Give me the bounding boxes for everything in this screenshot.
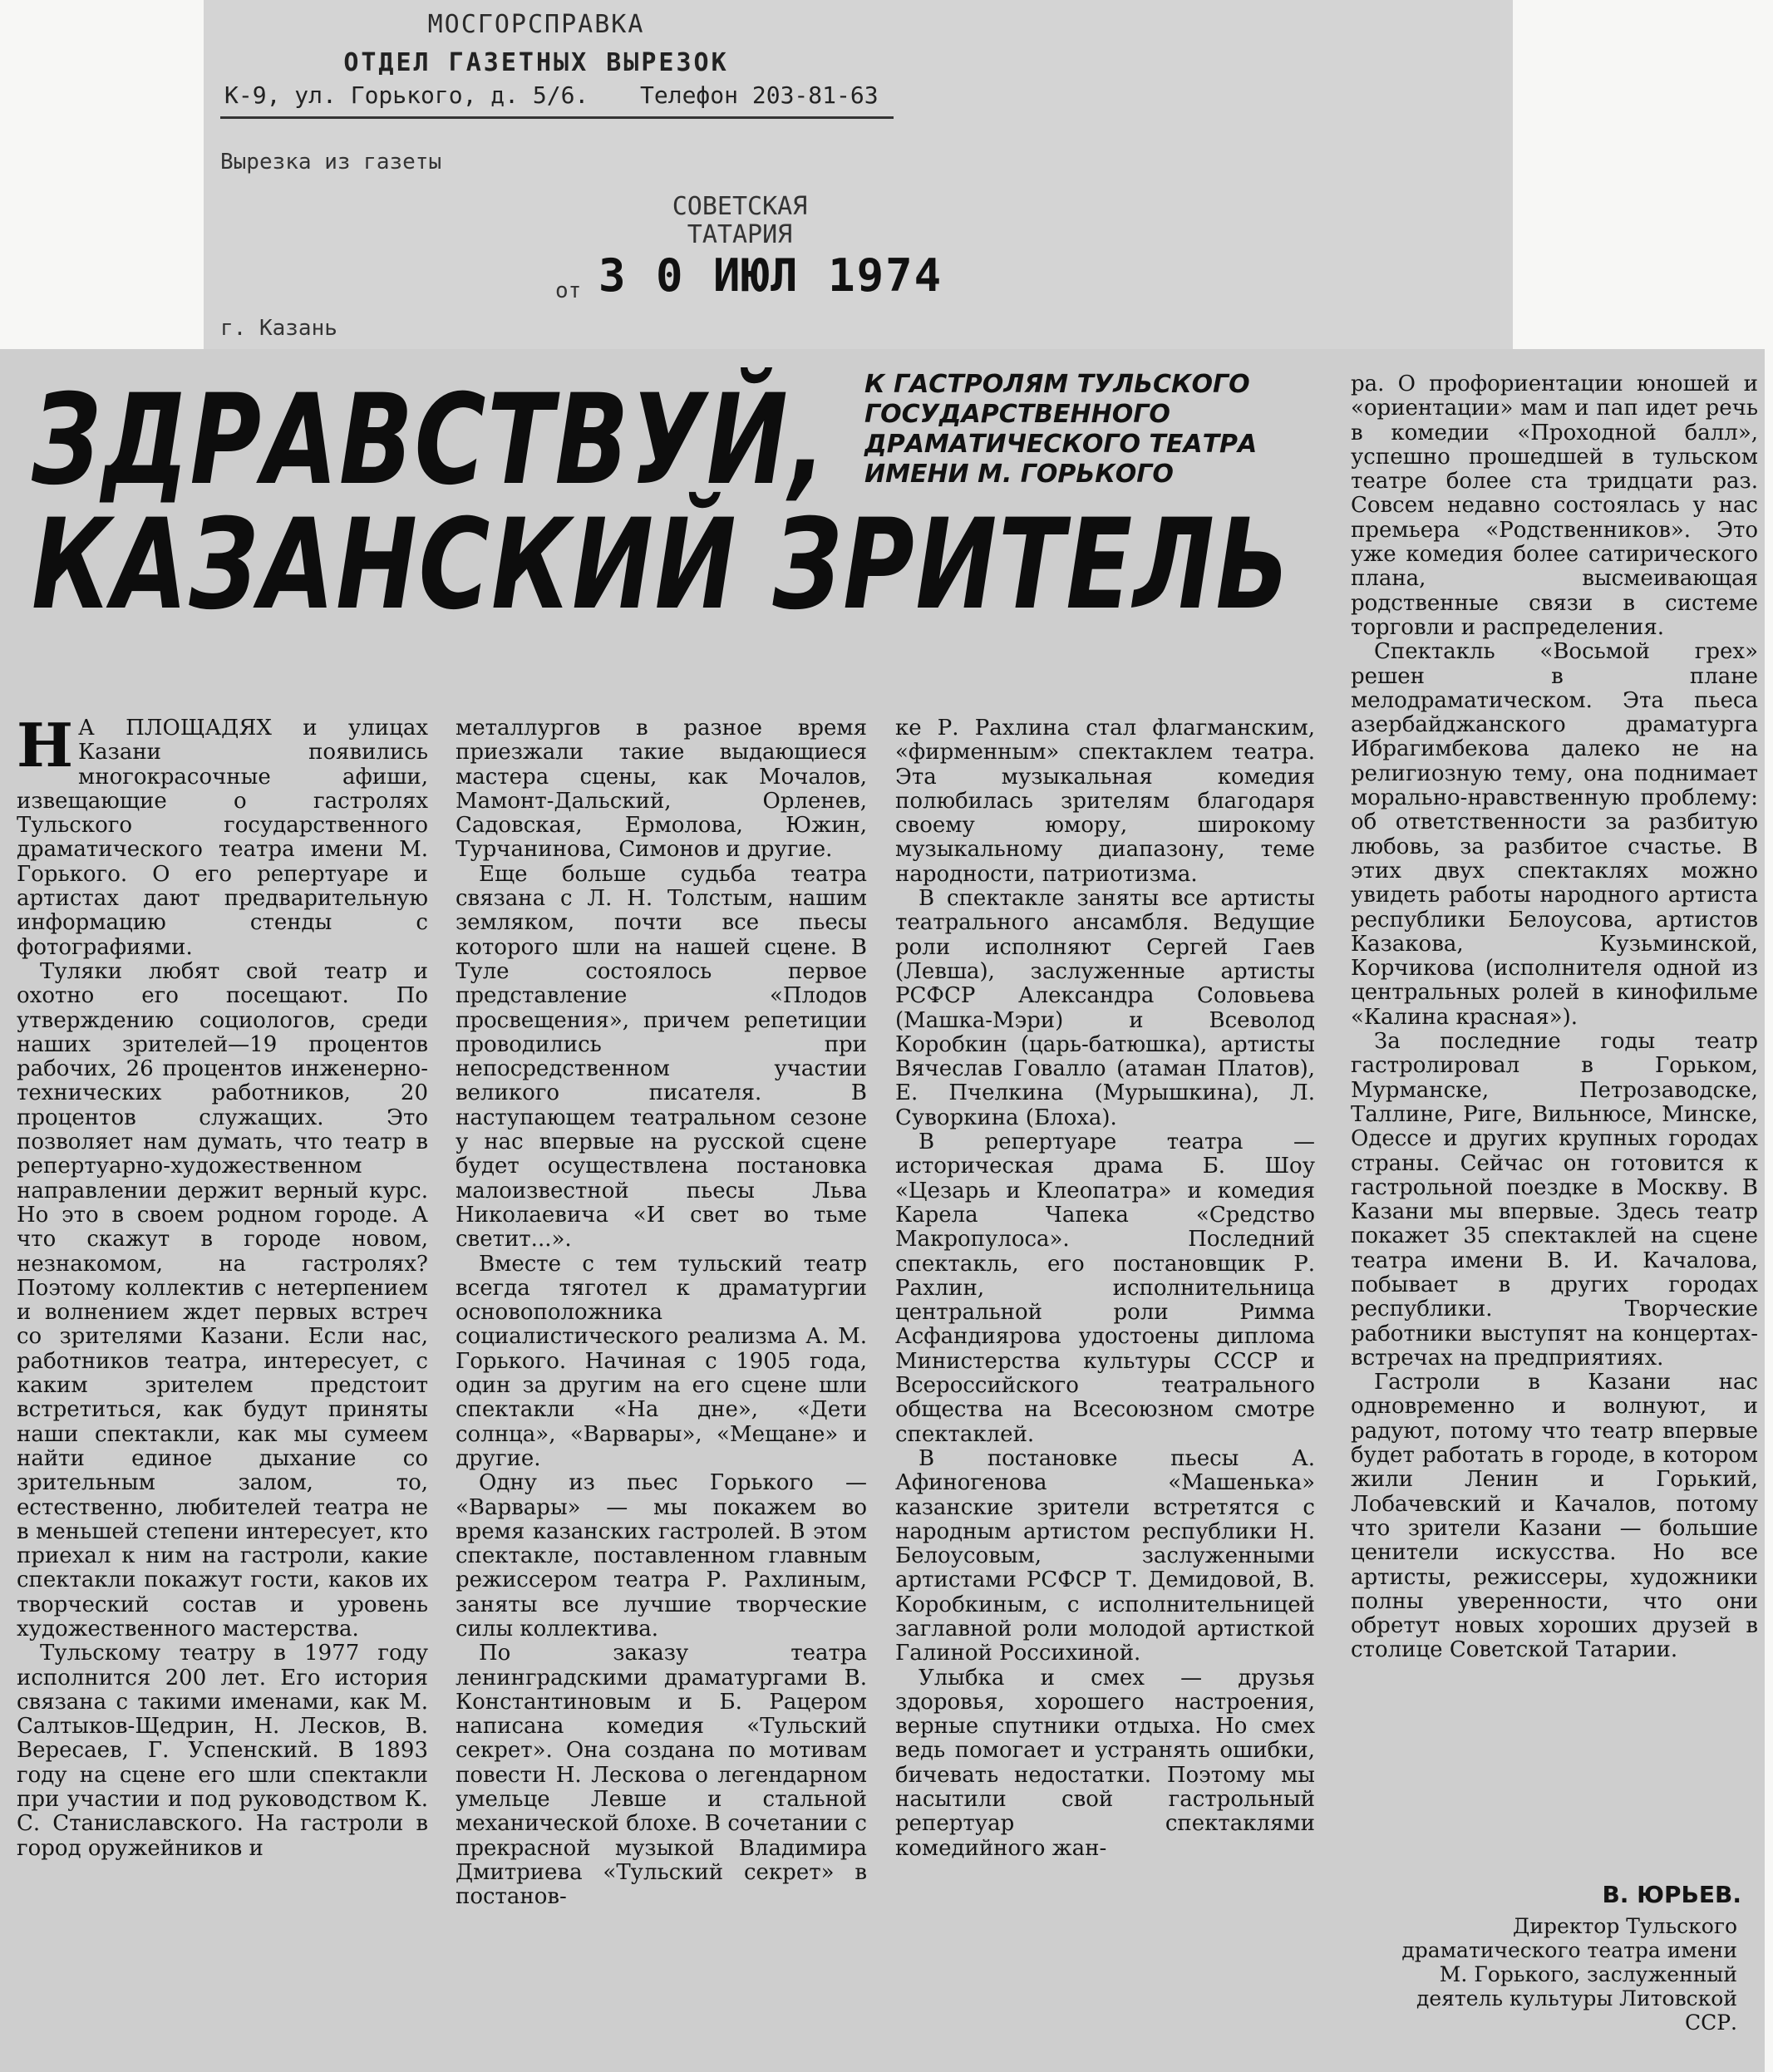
stamp-date-prefix: от — [555, 278, 582, 303]
stamp-newspaper-name — [582, 193, 898, 249]
paragraph: Улыбка и смех — друзья здоровья, хорошего настроения, верные спутники отдыха. Но смех ведь помогает и устранять ошибки, бичевать недостатки. Поэтому мы насытили свой гастрольный репертуар спектаклями комедийного жан- — [895, 1665, 1315, 1861]
headline-line-1: ЗДРАВСТВУЙ, — [32, 368, 828, 513]
stamp-agency: МОСГОРСПРАВКА — [427, 10, 645, 39]
stamp-clip-from: Вырезка из газеты — [220, 150, 442, 175]
paragraph: Гастроли в Казани нас одновременно и волнуют, и радуют, потому что театр впервые будет работать в городе, в котором жили Ленин и Горький, Лобачевский и Качалов, потому что зрители Казани — большие ценители искусства. Но все артисты, режиссеры, художники полны уверенности, что они обретут новых хороших друзей в столице Советской Татарии. — [1351, 1370, 1758, 1663]
paragraph: По заказу театра ленинградскими драматургами В. Константиновым и Б. Рацером написана комедия «Тульский секрет». Она создана по мотивам повести Н. Лескова о легендарном умельце Левше и стальной механической блохе. В сочетании с прекрасной музыкой Владимира Дмитриева «Тульский секрет» в постанов- — [456, 1641, 867, 1910]
paragraph: Туляки любят свой театр и охотно его посещают. По утверждению социологов, среди наших зрителей—19 процентов рабочих, 26 процентов инженерно-технических работников, 20 процентов служащих. Это позволяет нам думать, что театр в репертуарно-художественном направлении держит верный курс. Но это в своем родном городе. А что скажут в городе новом, незнакомом, на гастролях? Поэтому коллектив с нетерпением и волнением ждет первых встреч со зрителями Казани. Если нас, работников театра, интересует, с каким зрителем предстоит встретиться, как будут приняты наши спектакли, как мы сумеем найти единое дыхание со зрительным залом, то, естественно, любителей театра не в меньшей степени интересует, кто приехал к ним на гастроли, какие спектакли покажут гости, каков их творческий состав и уровень художественного мастерства. — [17, 958, 428, 1641]
paragraph: металлургов в разное время приезжали такие выдающиеся мастера сцены, как Мочалов, Мамонт-Дальский, Орленев, Садовская, Ермолова, Южин, Турчанинова, Симонов и другие. — [456, 716, 867, 863]
article-column-2 — [456, 716, 867, 1910]
subheading-line-4: ИМЕНИ М. ГОРЬКОГО — [864, 460, 1174, 489]
paragraph — [17, 710, 428, 960]
paragraph: Тульскому театру в 1977 году исполнится 200 лет. Его история связана с такими именами, как М. Салтыков-Щедрин, Н. Лесков, В. Вересаев, Г. Успенский. В 1893 году на сцене его шли спектакли при участии и под руководством К. С. Станиславского. На гастроли в город оружейников и — [17, 1641, 428, 1861]
paragraph: Вместе с тем тульский театр всегда тяготел к драматургии основоположника социалистического реализма А. М. Горького. Начиная с 1905 года, один за другим на его сцене шли спектакли «На дне», «Дети солнца», «Варвары», «Мещане» и другие. — [456, 1251, 867, 1471]
author-signature: В. ЮРЬЕВ. — [1602, 1881, 1741, 1908]
paragraph-text: А ПЛОЩАДЯХ и улицах Казани появились многокрасочные афиши, извещающие о гастролях Тульского государственного драматического театра имени М. Горького. О его репертуаре и артистах дают предварительную информацию стенды с фотографиями. — [17, 716, 428, 960]
stamp-divider — [220, 116, 894, 119]
stamp-phone: Телефон 203-81-63 — [640, 81, 879, 109]
subheading-line-3: ДРАМАТИЧЕСКОГО ТЕАТРА — [864, 430, 1258, 459]
newspaper-line-2: ТАТАРИЯ — [687, 220, 793, 249]
paragraph: ке Р. Рахлина стал флагманским, «фирменным» спектаклем театра. Эта музыкальная комедия полюбилась зрителям благодаря своему юмору, широкому музыкальному диапазону, теме народности, патриотизма. — [895, 716, 1315, 887]
stamp-date: 3 0 ИЮЛ 1974 — [598, 249, 943, 302]
article-column-3 — [895, 716, 1315, 1861]
drop-cap: Н — [17, 710, 74, 780]
stamp-address: К-9, ул. Горького, д. 5/6. — [224, 81, 589, 109]
article-column-4 — [1351, 372, 1758, 1663]
article-subheading — [864, 370, 1257, 490]
subheading-line-2: ГОСУДАРСТВЕННОГО — [864, 400, 1170, 429]
paragraph: Спектакль «Восьмой грех» решен в плане мелодраматическом. Эта пьеса азербайджанского драматурга Ибрагимбекова далеко не на религиозную тему, она поднимает морально-нравственную проблему: об ответственности за разбитую любовь, за разбитое счастье. В этих двух спектаклях можно увидеть работы народного артиста республики Белоусова, артистов Казакова, Кузьминской, Корчикова (исполнителя одной из центральных ролей в кинофильме «Калина красная»). — [1351, 639, 1758, 1030]
subheading-line-1: К ГАСТРОЛЯМ ТУЛЬСКОГО — [864, 370, 1250, 399]
author-role: Директор Тульского драматического театра имени М. Горького, заслуженный деятель культуры Литовской ССР. — [1401, 1914, 1737, 2035]
stamp-city: г. Казань — [220, 316, 337, 341]
paragraph: В репертуаре театра — историческая драма Б. Шоу «Цезарь и Клеопатра» и комедия Карела Чапека «Средство Макропулоса». Последний спектакль, его постановщик Р. Рахлин, исполнительница центральной роли Римма Асфандиярова удостоены диплома Министерства культуры СССР и Всероссийского театрального общества на Всесоюзном смотре спектаклей. — [895, 1130, 1315, 1447]
article-column-1 — [17, 710, 428, 1861]
paragraph: Одну из пьес Горького — «Варвары» — мы покажем во время казанских гастролей. В этом спектакле, поставленном главным режиссером театра Р. Рахлиным, заняты все лучшие творческие силы коллектива. — [456, 1470, 867, 1641]
stamp-department: ОТДЕЛ ГАЗЕТНЫХ ВЫРЕЗОК — [343, 48, 729, 77]
paragraph: В спектакле заняты все артисты театрального ансамбля. Ведущие роли исполняют Сергей Гаев (Левша), заслуженные артисты РСФСР Александра Соловьева (Машка-Мэри) и Всеволод Коробкин (царь-батюшка), артисты Вячеслав Говалло (атаман Платов), Е. Пчелкина (Мурышкина), Л. Суворкина (Блоха). — [895, 886, 1315, 1130]
paragraph: ра. О профориентации юношей и «ориентации» мам и пап идет речь в комедии «Проходной балл», успешно прошедшей в тульском театре более ста тридцати раз. Совсем недавно состоялась у нас премьера «Родственников». Это уже комедия более сатирического плана, высмеивающая родственные связи в системе торговли и распределения. — [1351, 372, 1758, 640]
paragraph: За последние годы театр гастролировал в Горьком, Мурманске, Петрозаводске, Таллине, Риге, Вильнюсе, Минске, Одессе и других крупных городах страны. Сейчас он готовится к гастрольной поездке в Москву. В Казани мы впервые. Здесь театр покажет 35 спектаклей на сцене театра имени В. И. Качалова, побывает в других городах республики. Творческие работники выступят на концертах-встречах на предприятиях. — [1351, 1029, 1758, 1371]
paragraph: В постановке пьесы А. Афиногенова «Машенька» казанские зрители встретятся с народным артистом республики Н. Белоусовым, заслуженными артистами РСФСР Т. Демидовой, В. Коробкиным, с исполнительницей заглавной роли молодой артисткой Галиной Россихиной. — [895, 1445, 1315, 1666]
paragraph: Еще больше судьба театра связана с Л. Н. Толстым, нашим земляком, почти все пьесы которого шли на нашей сцене. В Туле состоялось первое представление «Плодов просвещения», причем репетиции проводились при непосредственном участии великого писателя. В наступающем театральном сезоне у нас впервые на русской сцене будет осуществлена постановка малоизвестной пьесы Льва Николаевича «И свет во тьме светит...». — [456, 861, 867, 1253]
newspaper-line-1: СОВЕТСКАЯ — [672, 192, 808, 221]
headline-line-2: КАЗАНСКИЙ ЗРИТЕЛЬ — [32, 493, 1292, 637]
